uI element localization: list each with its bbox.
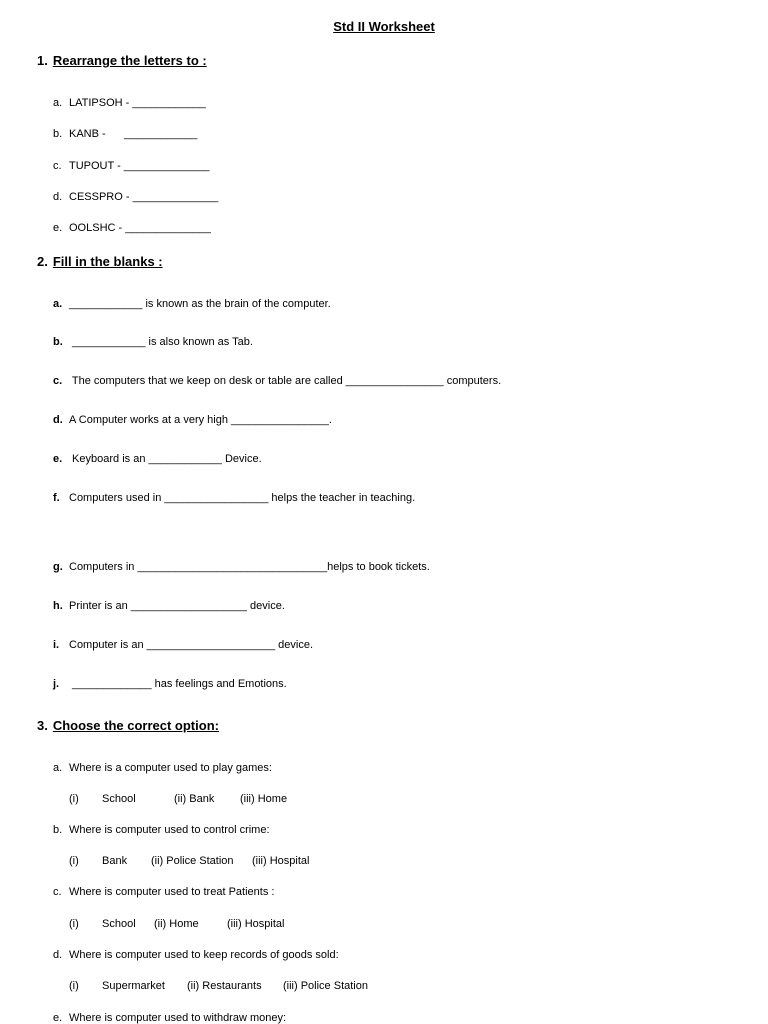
item-text: The computers that we keep on desk or table are called ________________ computers. bbox=[69, 375, 502, 387]
item-text: ____________ is also known as Tab. bbox=[69, 336, 253, 348]
option: School bbox=[102, 793, 136, 805]
item-text: _____________ has feelings and Emotions. bbox=[69, 678, 287, 690]
option: (ii) Restaurants bbox=[187, 980, 262, 992]
question-text: Where is computer used to control crime: bbox=[69, 824, 270, 836]
option: (ii) Bank bbox=[174, 793, 215, 805]
section-1-title: Rearrange the letters to : bbox=[52, 53, 207, 68]
option-marker: (i) bbox=[69, 918, 79, 930]
fill-blank-d bbox=[53, 414, 332, 426]
rearrange-item-e bbox=[53, 222, 211, 234]
section-2-title: Fill in the blanks : bbox=[52, 254, 163, 269]
option: (ii) Home bbox=[154, 918, 199, 930]
item-marker: a. bbox=[53, 762, 63, 774]
item-marker: c. bbox=[53, 375, 63, 387]
item-marker: a. bbox=[53, 97, 63, 109]
item-text: KANB - ____________ bbox=[69, 128, 198, 140]
mcq-options-b bbox=[0, 855, 768, 869]
item-text: CESSPRO - ______________ bbox=[69, 191, 219, 203]
item-text: A Computer works at a very high ________________. bbox=[69, 414, 332, 426]
option: (iii) Home bbox=[240, 793, 288, 805]
section-2-heading bbox=[37, 254, 163, 269]
section-2-number: 2. bbox=[37, 254, 48, 269]
item-marker: d. bbox=[53, 414, 63, 426]
mcq-question-a bbox=[53, 762, 272, 774]
option-marker: (i) bbox=[69, 980, 79, 992]
rearrange-item-b bbox=[53, 128, 197, 140]
option: Supermarket bbox=[102, 980, 165, 992]
fill-blank-b bbox=[53, 336, 253, 348]
rearrange-item-c bbox=[53, 160, 209, 172]
item-marker: e. bbox=[53, 222, 63, 234]
item-text: ____________ is known as the brain of the computer. bbox=[69, 298, 331, 310]
item-marker: h. bbox=[53, 600, 63, 612]
mcq-question-c bbox=[53, 886, 274, 898]
item-text: TUPOUT - ______________ bbox=[69, 160, 210, 172]
rearrange-item-d bbox=[53, 191, 218, 203]
mcq-question-b bbox=[53, 824, 270, 836]
item-marker: e. bbox=[53, 453, 63, 465]
item-text: LATIPSOH - ____________ bbox=[69, 97, 206, 109]
option-marker: (i) bbox=[69, 793, 79, 805]
section-1-number: 1. bbox=[37, 53, 48, 68]
mcq-question-e bbox=[53, 1012, 286, 1024]
item-marker: a. bbox=[53, 298, 63, 310]
question-text: Where is computer used to treat Patients : bbox=[69, 886, 275, 898]
item-marker: c. bbox=[53, 886, 62, 898]
question-text: Where is a computer used to play games: bbox=[69, 762, 272, 774]
mcq-question-d bbox=[53, 949, 339, 961]
item-text: Keyboard is an ____________ Device. bbox=[69, 453, 262, 465]
fill-blank-c bbox=[53, 375, 501, 387]
option-marker: (i) bbox=[69, 855, 79, 867]
item-marker: f. bbox=[53, 492, 60, 504]
option: Bank bbox=[102, 855, 128, 867]
question-text: Where is computer used to withdraw money: bbox=[69, 1012, 287, 1024]
fill-blank-i bbox=[53, 639, 313, 651]
worksheet-title: Std II Worksheet bbox=[333, 19, 435, 34]
section-3-heading bbox=[37, 718, 219, 733]
item-marker: j. bbox=[53, 678, 60, 690]
fill-blank-f bbox=[53, 492, 415, 504]
item-marker: b. bbox=[53, 336, 63, 348]
item-marker: g. bbox=[53, 561, 63, 573]
option: (iii) Hospital bbox=[252, 855, 310, 867]
item-text: Printer is an ___________________ device. bbox=[69, 600, 285, 612]
fill-blank-g bbox=[53, 561, 430, 573]
mcq-options-d bbox=[0, 980, 768, 994]
item-marker: e. bbox=[53, 1012, 63, 1024]
fill-blank-e bbox=[53, 453, 262, 465]
item-marker: i. bbox=[53, 639, 60, 651]
item-text: Computers used in _________________ helps the teacher in teaching. bbox=[69, 492, 416, 504]
item-marker: d. bbox=[53, 191, 63, 203]
item-marker: b. bbox=[53, 824, 63, 836]
item-text: Computers in _______________________________helps to book tickets. bbox=[69, 561, 430, 573]
option: (ii) Police Station bbox=[151, 855, 234, 867]
item-marker: c. bbox=[53, 160, 62, 172]
section-1-heading bbox=[37, 53, 207, 68]
question-text: Where is computer used to keep records of goods sold: bbox=[69, 949, 339, 961]
fill-blank-h bbox=[53, 600, 285, 612]
mcq-options-c bbox=[0, 918, 768, 932]
item-text: Computer is an _____________________ device. bbox=[69, 639, 314, 651]
section-3-title: Choose the correct option: bbox=[52, 718, 219, 733]
fill-blank-a bbox=[53, 298, 331, 310]
option: (iii) Police Station bbox=[283, 980, 368, 992]
item-marker: b. bbox=[53, 128, 63, 140]
rearrange-item-a bbox=[53, 97, 206, 109]
section-3-number: 3. bbox=[37, 718, 48, 733]
item-text: OOLSHC - ______________ bbox=[69, 222, 211, 234]
mcq-options-a bbox=[0, 793, 768, 807]
option: (iii) Hospital bbox=[227, 918, 285, 930]
option: School bbox=[102, 918, 136, 930]
fill-blank-j bbox=[53, 678, 287, 690]
item-marker: d. bbox=[53, 949, 63, 961]
